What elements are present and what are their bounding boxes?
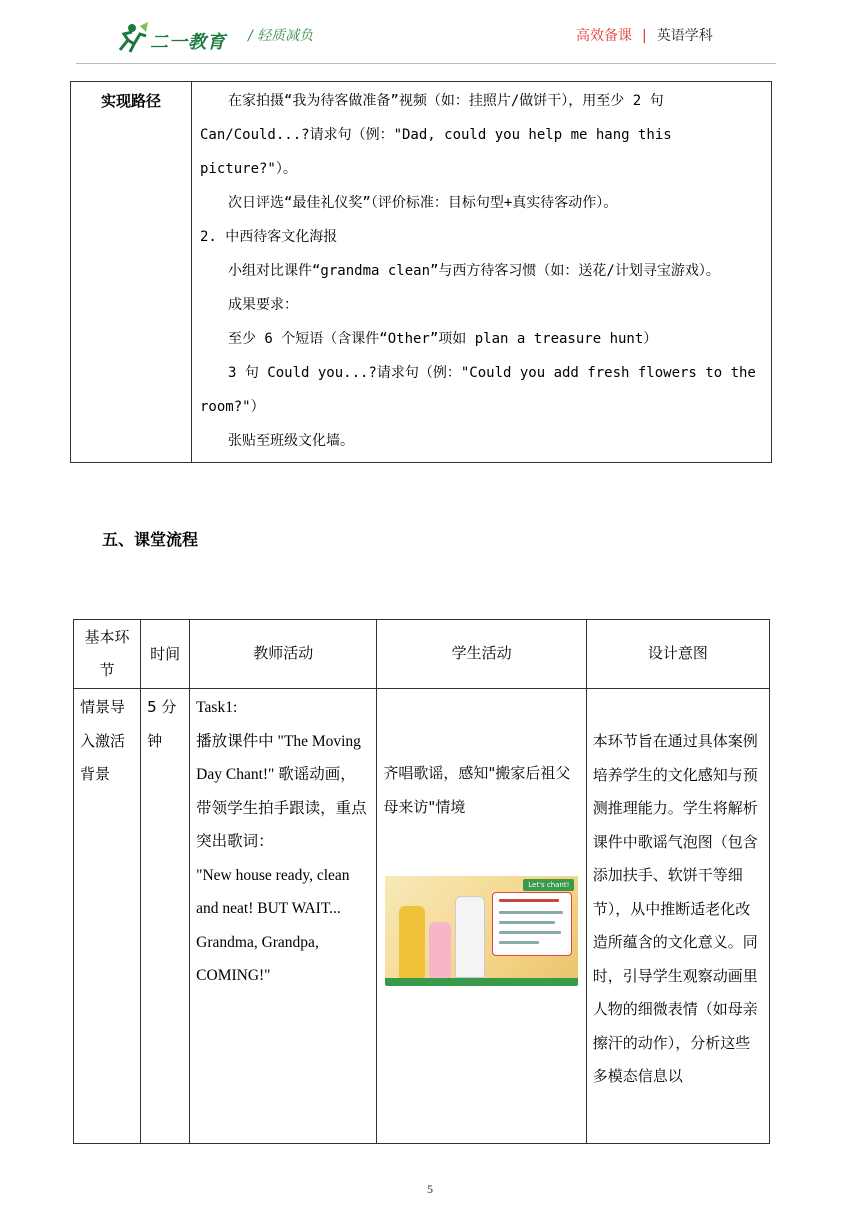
paragraph: 次日评选“最佳礼仪奖”（评价标准：目标句型+真实待客动作）。 (228, 195, 618, 211)
time-cell: 5 分钟 (141, 689, 190, 1144)
chant-card (492, 892, 572, 956)
page-header (0, 0, 860, 70)
table-header-row (74, 620, 770, 689)
header-left-label: 高效备课 (576, 28, 632, 44)
lets-chant-tag: Let's chant! (523, 879, 574, 891)
design-intent-cell (586, 689, 769, 1144)
paragraph: 3 句 Could you...?请求句（例："Could you add fresh flowers to the room?"） (200, 365, 756, 415)
header-cell-stage: 基本环节 (74, 620, 141, 689)
header-cell-student: 学生活动 (377, 620, 586, 689)
task-label: Task1: (196, 699, 238, 716)
design-intent-text: 本环节旨在通过具体案例培养学生的文化感知与预测推理能力。学生将解析课件中歌谣气泡图（包含添加扶手、软饼干等细节），从中推断适老化改造所蕴含的文化意义。同时，引导学生观察动画里人物的细微表情（如母亲擦汗的动作），分析这些多模态信息以 (592, 732, 758, 1085)
chant-screenshot-image (385, 876, 578, 986)
teacher-activity-text: 播放课件中 "The Moving Day Chant!" 歌谣动画，带领学生拍手跟读，重点突出歌词： (196, 732, 367, 850)
lesson-flow-table (73, 619, 770, 1144)
row-label: 实现路径 (71, 82, 192, 463)
stage-cell: 情景导入激活背景 (74, 689, 141, 1144)
header-cell-teacher: 教师活动 (190, 620, 377, 689)
teacher-activity-cell (190, 689, 377, 1144)
paragraph: 至少 6 个短语（含课件“Other”项如 plan a treasure hunt） (228, 331, 658, 347)
logo-text: 二一教育 (150, 32, 226, 53)
page-number: 5 (427, 1182, 433, 1196)
paragraph: 小组对比课件“grandma clean”与西方待客习惯（如：送花/计划寻宝游戏）。 (228, 263, 720, 279)
child-figure (455, 896, 485, 978)
child-figure (399, 906, 425, 978)
header-slogan: / 轻质减负 (248, 28, 314, 44)
table-row (74, 689, 770, 1144)
implementation-table (70, 81, 772, 463)
header-divider (76, 63, 776, 64)
section-title: 五、课堂流程 (102, 530, 199, 549)
child-figure (429, 922, 451, 978)
header-separator: | (642, 28, 647, 44)
paragraph: 成果要求： (228, 297, 298, 313)
header-cell-intent: 设计意图 (586, 620, 769, 689)
paragraph: 在家拍摄“我为待客做准备”视频（如：挂照片/做饼干），用至少 2 句 Can/Could...?请求句（例："Dad, could you help me hang this picture?"）。 (200, 93, 672, 177)
header-subject-label: 英语学科 (656, 28, 713, 44)
table-row (71, 82, 772, 463)
paragraph: 2. 中西待客文化海报 (200, 229, 338, 245)
student-activity-cell (377, 689, 586, 1144)
chant-lyrics: "New house ready, clean and neat! BUT WAIT... Grandma, Grandpa, COMING!" (196, 866, 350, 984)
header-cell-time: 时间 (141, 620, 190, 689)
header-subject (576, 25, 713, 45)
row-content (192, 82, 772, 463)
paragraph: 张贴至班级文化墙。 (228, 433, 354, 449)
image-floor-strip (385, 978, 578, 986)
student-activity-text: 齐唱歌谣，感知"搬家后祖父母来访"情境 (383, 764, 571, 816)
